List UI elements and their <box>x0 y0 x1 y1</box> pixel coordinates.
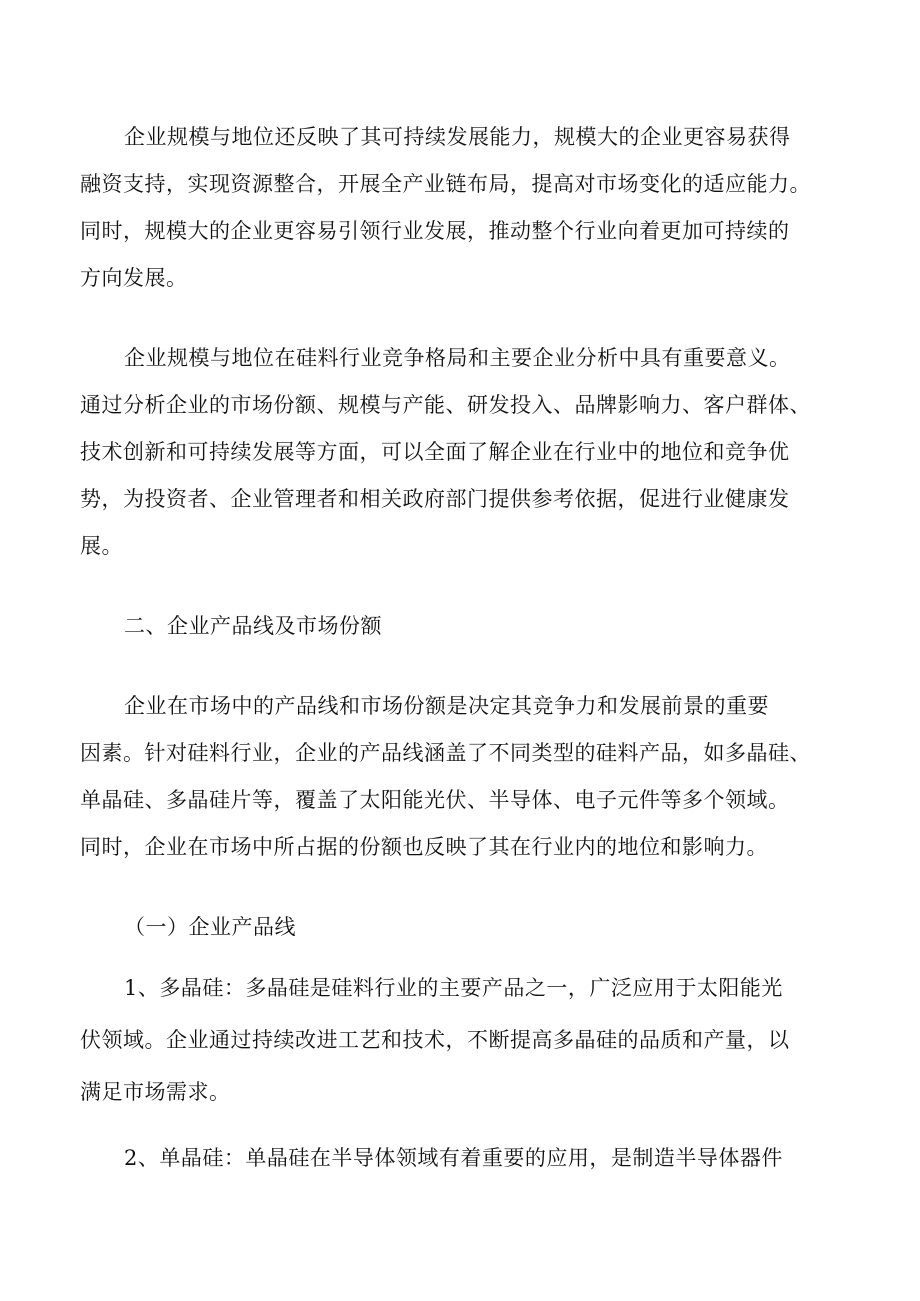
text-line: 势，为投资者、企业管理者和相关政府部门提供参考依据，促进行业健康发 <box>80 487 790 511</box>
text-line: 1、多晶硅：多晶硅是硅料行业的主要产品之一，广泛应用于太阳能光 <box>124 976 783 1000</box>
text-line: 企业规模与地位在硅料行业竞争格局和主要企业分析中具有重要意义。 <box>124 346 791 370</box>
text-line: 企业在市场中的产品线和市场份额是决定其竞争力和发展前景的重要 <box>124 694 769 718</box>
text-line: 融资支持，实现资源整合，开展全产业链布局，提高对市场变化的适应能力。 <box>80 172 811 196</box>
text-line: 展。 <box>80 534 123 558</box>
text-line: 伏领域。企业通过持续改进工艺和技术，不断提高多晶硅的品质和产量，以 <box>80 1028 790 1052</box>
section-heading: 二、企业产品线及市场份额 <box>124 614 382 638</box>
text-line: 技术创新和可持续发展等方面，可以全面了解企业在行业中的地位和竞争优 <box>80 440 790 464</box>
text-line: 2、单晶硅：单晶硅在半导体领域有着重要的应用，是制造半导体器件 <box>124 1146 783 1170</box>
text-line: 同时，规模大的企业更容易引领行业发展，推动整个行业向着更加可持续的 <box>80 219 790 243</box>
text-line: 企业规模与地位还反映了其可持续发展能力，规模大的企业更容易获得 <box>124 125 791 149</box>
text-line: 同时，企业在市场中所占据的份额也反映了其在行业内的地位和影响力。 <box>80 835 768 859</box>
text-line: 因素。针对硅料行业，企业的产品线涵盖了不同类型的硅料产品，如多晶硅、 <box>80 741 811 765</box>
text-line: 单晶硅、多晶硅片等，覆盖了太阳能光伏、半导体、电子元件等多个领域。 <box>80 788 790 812</box>
text-line: 方向发展。 <box>80 266 188 290</box>
text-line: 通过分析企业的市场份额、规模与产能、研发投入、品牌影响力、客户群体、 <box>80 393 811 417</box>
text-line: 满足市场需求。 <box>80 1080 231 1104</box>
subsection-heading: （一）企业产品线 <box>124 915 296 939</box>
